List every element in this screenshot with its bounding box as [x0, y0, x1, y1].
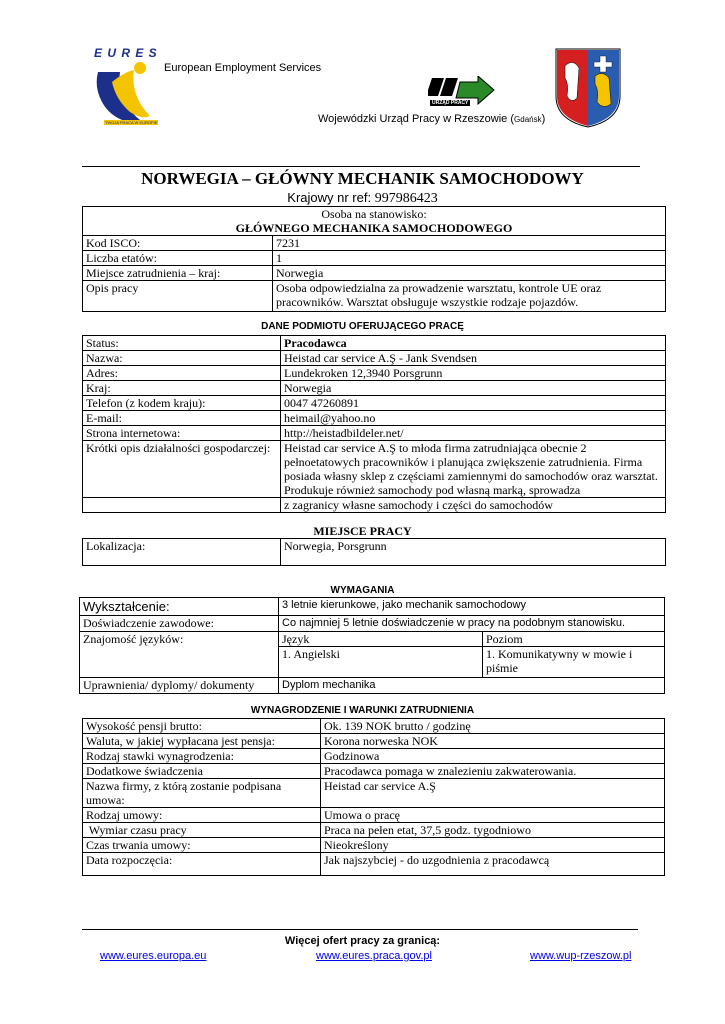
table-row — [83, 539, 666, 566]
table-row — [83, 426, 666, 441]
row-label: E-mail: — [83, 411, 281, 426]
table-row — [83, 411, 666, 426]
table-row — [83, 366, 666, 381]
urzad-pracy-logo-text: URZĄD PRACY — [432, 100, 469, 106]
table-row — [83, 853, 665, 876]
requirements-heading: WYMAGANIA — [330, 585, 395, 596]
row-value: Ok. 139 NOK brutto / godzinę — [321, 719, 665, 734]
position-intro: Osoba na stanowisko: — [321, 207, 427, 221]
row-label: Czas trwania umowy: — [83, 838, 321, 853]
table-row — [83, 336, 666, 351]
table-row — [83, 838, 665, 853]
row-value: Norwegia — [273, 266, 666, 281]
location-label: Lokalizacja: — [83, 539, 281, 566]
coat-of-arms-icon — [555, 48, 621, 128]
office-name — [318, 113, 545, 125]
table-row — [83, 281, 666, 312]
row-label: Status: — [83, 336, 281, 351]
office-name-close: ) — [541, 113, 546, 125]
reference-value: 997986423 — [374, 191, 438, 206]
office-city: Gdańsk — [514, 115, 542, 124]
coat-of-arms — [555, 48, 621, 128]
language-column-header: Język — [279, 632, 483, 647]
row-label: Dodatkowe świadczenia — [83, 764, 321, 779]
languages-label: Znajomość języków: — [80, 632, 279, 678]
row-value: Lundekroken 12,3940 Porsgrunn — [281, 366, 666, 381]
table-row — [83, 779, 665, 808]
row-value: Godzinowa — [321, 749, 665, 764]
row-label: Telefon (z kodem kraju): — [83, 396, 281, 411]
table-row — [83, 749, 665, 764]
row-value: heimail@yahoo.no — [281, 411, 666, 426]
experience-label: Doświadczenie zawodowe: — [80, 616, 279, 632]
eures-logo-tagline: TWOJA PRACA W EUROPIE — [105, 120, 158, 125]
workplace-heading: MIEJSCE PRACY — [313, 524, 412, 538]
row-label: Waluta, w jakiej wypłacana jest pensja: — [83, 734, 321, 749]
page-title: NORWEGIA – GŁÓWNY MECHANIK SAMOCHODOWY — [141, 169, 584, 188]
position-name: GŁÓWNEGO MECHANIKA SAMOCHODOWEGO — [235, 221, 513, 235]
table-row — [83, 441, 666, 498]
employer-heading: DANE PODMIOTU OFERUJĄCEGO PRACĘ — [261, 321, 464, 332]
table-row — [83, 396, 666, 411]
table-row — [83, 236, 666, 251]
requirements-table — [79, 597, 665, 694]
docs-value: Dyplom mechanika — [279, 678, 665, 694]
location-value: Norwegia, Porsgrunn — [281, 539, 666, 566]
education-label: Wykształcenie: — [80, 598, 279, 616]
row-label: Miejsce zatrudnienia – kraj: — [83, 266, 273, 281]
footer-divider — [82, 929, 638, 930]
table-row — [80, 632, 665, 647]
reference-number — [0, 190, 725, 207]
conditions-heading: WYNAGRODZENIE I WARUNKI ZATRUDNIENIA — [250, 705, 475, 716]
footer-link-eures-praca[interactable]: www.eures.praca.gov.pl — [316, 950, 432, 962]
row-label: Kraj: — [83, 381, 281, 396]
row-value: 7231 — [273, 236, 666, 251]
row-label: Liczba etatów: — [83, 251, 273, 266]
position-table — [82, 206, 666, 312]
eures-logo — [90, 42, 158, 130]
org-name: European Employment Services — [164, 62, 322, 74]
eures-hand-icon — [90, 42, 155, 130]
row-label: Rodzaj stawki wynagrodzenia: — [83, 749, 321, 764]
row-value: Norwegia — [281, 381, 666, 396]
office-name-text: Wojewódzki Urząd Pracy w Rzeszowie ( — [318, 113, 515, 125]
row-label: Data rozpoczęcia: — [83, 853, 321, 876]
header-divider — [82, 166, 640, 167]
table-row — [83, 498, 666, 513]
experience-value: Co najmniej 5 letnie doświadczenie w pracy na podobnym stanowisku. — [279, 616, 665, 632]
table-row — [83, 381, 666, 396]
row-label: Wymiar czasu pracy — [83, 823, 321, 838]
row-value: 0047 47260891 — [281, 396, 666, 411]
row-value: Heistad car service A.Ş — [321, 779, 665, 808]
row-label: Adres: — [83, 366, 281, 381]
footer-link-wup-rzeszow[interactable]: www.wup-rzeszow.pl — [530, 950, 632, 962]
table-row — [83, 719, 665, 734]
row-label: Wysokość pensji brutto: — [83, 719, 321, 734]
row-value: Praca na pełen etat, 37,5 godz. tygodniowo — [321, 823, 665, 838]
table-row — [83, 251, 666, 266]
table-row — [83, 823, 665, 838]
row-value: Osoba odpowiedzialna za prowadzenie warsztatu, kontrole UE oraz pracowników. Warsztat obsługuje wszystkie rodzaje pojazdów. — [273, 281, 666, 312]
row-label: Krótki opis działalności gospodarczej: — [83, 441, 281, 498]
reference-label: Krajowy nr ref: — [287, 190, 375, 205]
language-value: 1. Angielski — [279, 647, 483, 678]
row-value: http://heistadbildeler.net/ — [281, 426, 666, 441]
urzad-pracy-icon — [428, 76, 496, 112]
position-header-cell — [83, 207, 666, 236]
table-row — [80, 678, 665, 694]
row-value: Pracodawca pomaga w znalezieniu zakwaterowania. — [321, 764, 665, 779]
employer-table — [82, 335, 666, 513]
table-row — [83, 764, 665, 779]
level-column-header: Poziom — [483, 632, 665, 647]
row-value: Umowa o pracę — [321, 808, 665, 823]
table-row — [80, 616, 665, 632]
row-value: Nieokreślony — [321, 838, 665, 853]
workplace-table — [82, 538, 666, 566]
row-label: Opis pracy — [83, 281, 273, 312]
row-label: Strona internetowa: — [83, 426, 281, 441]
education-value: 3 letnie kierunkowe, jako mechanik samochodowy — [279, 598, 665, 616]
table-row — [80, 598, 665, 616]
conditions-table — [82, 718, 665, 876]
row-value: z zagranicy własne samochody i części do samochodów — [281, 498, 666, 513]
eures-logo-letters: E U R E S — [94, 46, 158, 60]
level-value: 1. Komunikatywny w mowie i piśmie — [483, 647, 665, 678]
docs-label: Uprawnienia/ dyplomy/ dokumenty — [80, 678, 279, 694]
row-label: Kod ISCO: — [83, 236, 273, 251]
row-label: Nazwa firmy, z którą zostanie podpisana umowa: — [83, 779, 321, 808]
row-value: 1 — [273, 251, 666, 266]
footer-link-eures-europa[interactable]: www.eures.europa.eu — [100, 950, 207, 962]
row-value: Heistad car service A.Ş - Jank Svendsen — [281, 351, 666, 366]
table-row — [83, 808, 665, 823]
footer-more-offers: Więcej ofert pracy za granicą: — [284, 935, 441, 947]
row-value: Jak najszybciej - do uzgodnienia z pracodawcą — [321, 853, 665, 876]
row-value: Heistad car service A.Ş to młoda firma zatrudniająca obecnie 2 pełnoetatowych pracowników i planująca zwiększenie zatrudnienia. Firma posiada własny sklep z częściami zamiennymi do samochodów oraz warsztat. Produkuje również samochody pod własną marką, sprowadza — [281, 441, 666, 498]
row-value: Korona norweska NOK — [321, 734, 665, 749]
row-value: Pracodawca — [281, 336, 666, 351]
table-row — [83, 734, 665, 749]
row-label — [83, 498, 281, 513]
table-row — [83, 351, 666, 366]
urzad-pracy-logo — [428, 76, 496, 112]
table-row — [83, 266, 666, 281]
row-label: Nazwa: — [83, 351, 281, 366]
row-label: Rodzaj umowy: — [83, 808, 321, 823]
